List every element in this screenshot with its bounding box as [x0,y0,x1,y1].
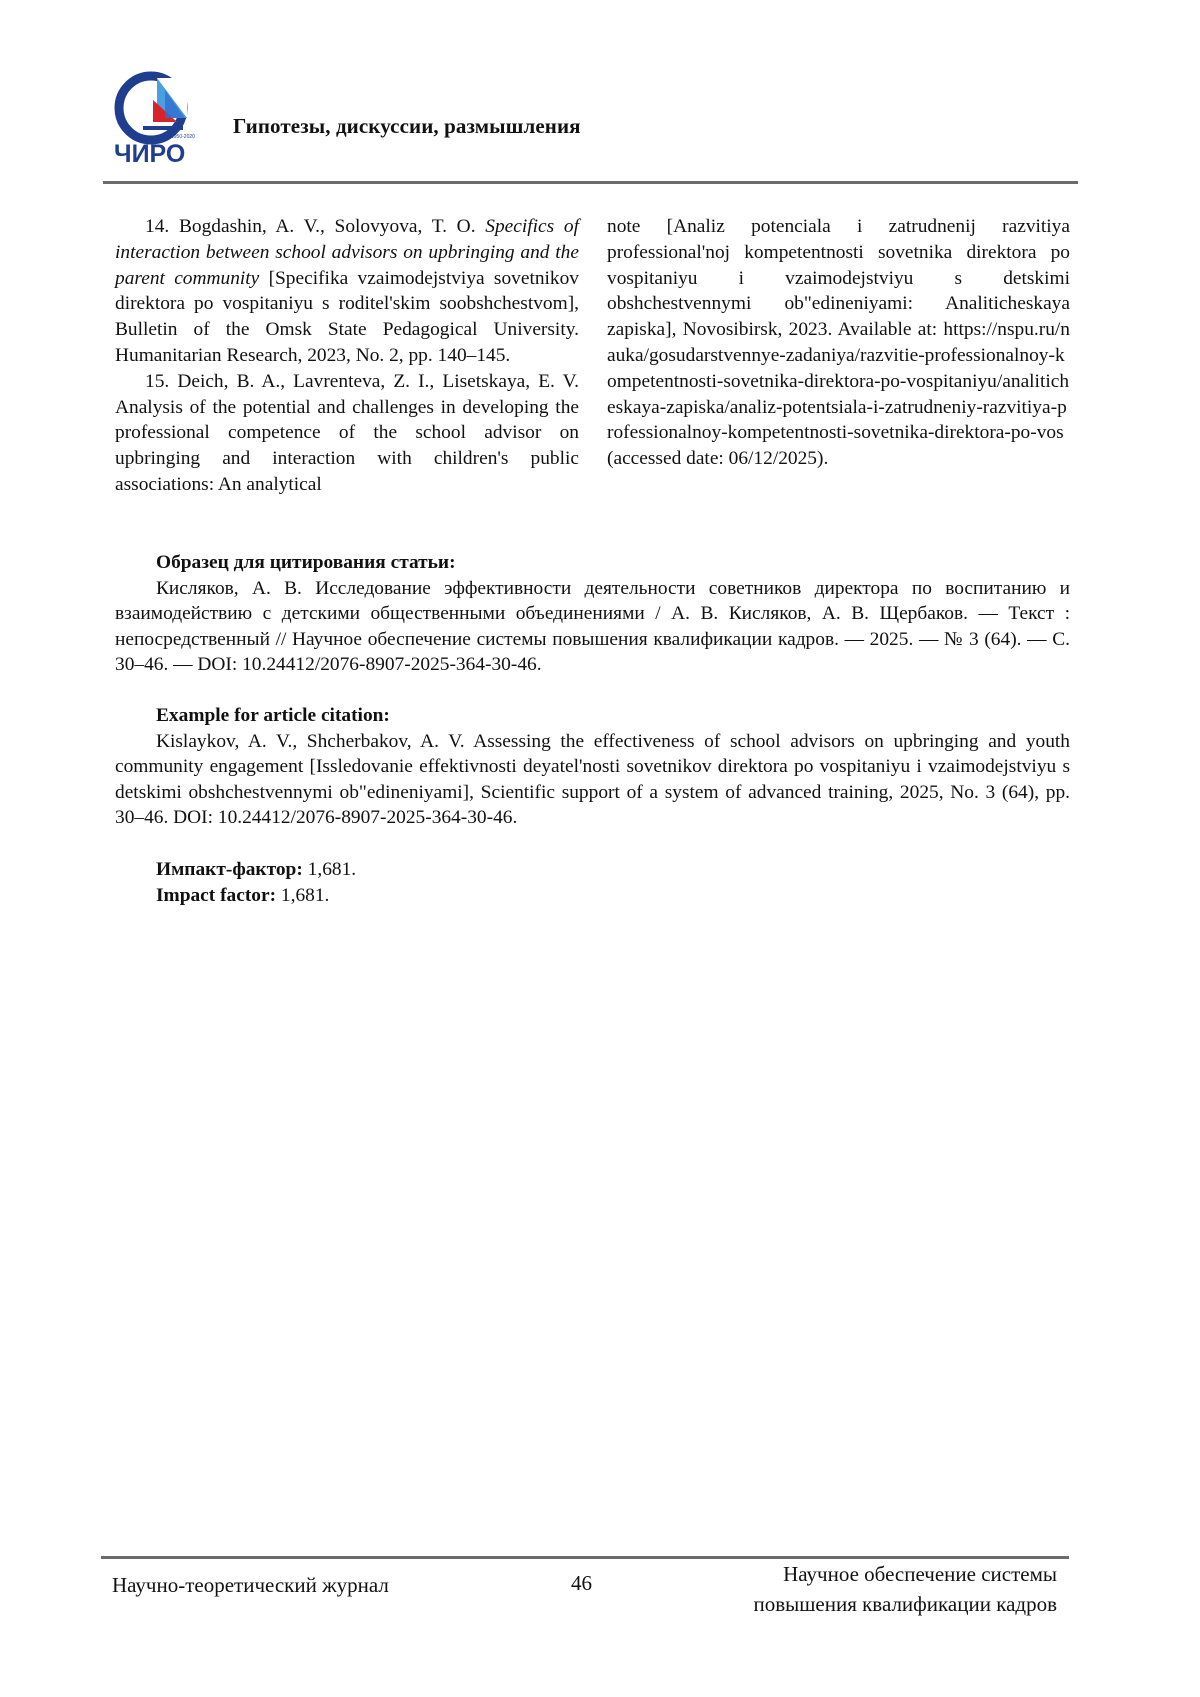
footer-journal-type: Научно-теоретический журнал [112,1573,389,1598]
citation-en-label: Example for article citation: [115,703,1070,729]
impact-factor-ru-label: Импакт-фактор: [156,859,303,880]
citation-ru [115,550,1070,678]
references-left-column [115,214,579,498]
reference-15-url[interactable]: https://nspu.ru/nauka/gosudarstvennye-zadaniya/razvitie-professionalnoy-kompetentnosti-sovetnika-direktora-po-vospitaniyu/analiticheskaya-zapiska/analiz-potentsiala-i-zatrudneniy-razvitiya-professionalnoy-kompetentnosti-sovetnika-direktora-po-vos [607,319,1070,443]
citation-en-text: Kislaykov, A. V., Shcherbakov, A. V. Assessing the effectiveness of school advisors on upbringing and youth community engagement [Issledovanie effektivnosti deyatel'nosti sovetnikov direktora po vospi­taniyu i vzaimodejstviyu s detskimi obshchestvennymi ob"edineniyami], Scientific support of a system of advanced training, 2025, No. 3 (64), pp. 30–46. DOI: 10.24412/2076-8907-2025-364-30-46. [115,729,1070,831]
reference-14-authors: 14. Bogdashin, A. V., Solovyova, T. O. [145,216,485,237]
reference-15-start: 15. Deich, B. A., Lavrenteva, Z. I., Lisetska­ya, E. V. Analysis of the potential and challeng­es in developing the professional competence of the school advisor on upbringing and interaction with children's public associations: An analytical [115,371,579,495]
page-number: 46 [571,1571,592,1596]
reference-15-continued [607,214,1070,472]
reference-14-title: Specif­ics of interaction between school advisors on up­bringing and the parent community [115,216,579,289]
logo-text: ЧИРО [114,140,185,168]
impact-factor-en-label: Impact factor: [156,885,276,906]
reference-15 [115,369,579,498]
reference-15-access: (accessed date: 06/12/2025). [607,448,828,469]
footer-journal-name-line1: Научное обеспечение системы [753,1559,1057,1589]
impact-factor [115,857,1070,908]
logo-bar [143,126,183,130]
reference-14 [115,214,579,369]
references-block [115,214,1075,524]
references-right-column [607,214,1070,472]
reference-15-note: note [Analiz potenciala i zatrudnenij razvitiya professional'noj kompetentnosti sovetnika direktora po vospitaniyu i vzaimodejstviyu s detskimi obshchestvennymi ob"edineniyami: Analiticheskaya zapiska], Novosibirsk, 2023. Available at: [607,216,1070,340]
reference-14-details: [Specifika vzaimodejstviya sovetnikov direktora po vospi­taniyu s roditel'skim soobshchestvom], Bulletin of the Omsk State Pedagogical University. Humani­tarian Research, 2023, No. 2, pp. 140–145. [115,268,579,366]
chiro-logo [113,70,203,175]
page-header [103,70,1078,185]
footer-journal-name-line2: повышения квалификации кадров [753,1589,1057,1619]
impact-factor-en [115,883,1070,909]
impact-factor-ru-value: 1,681. [303,859,356,880]
citation-ru-label: Образец для цитирования статьи: [115,550,1070,576]
citation-ru-text: Кисляков, А. В. Исследование эффективности деятельности советников директора по воспи­танию и взаимодействию с детскими общественными объединениями / А. В. Кисляков, А. В. Щер­баков. — Текст : непосредственный // Научное обеспечение системы повышения квалификации кадров. — 2025. — № 3 (64). — С. 30–46. — DOI: 10.24412/2076-8907-2025-364-30-46. [115,576,1070,678]
logo-small-text: 1950-2020 [171,134,195,140]
citation-en [115,703,1070,831]
impact-factor-ru [115,857,1070,883]
footer-journal-name [753,1559,1057,1619]
impact-factor-en-value: 1,681. [276,885,329,906]
section-title: Гипотезы, дискуссии, размышления [233,114,581,139]
header-rule [103,181,1078,184]
